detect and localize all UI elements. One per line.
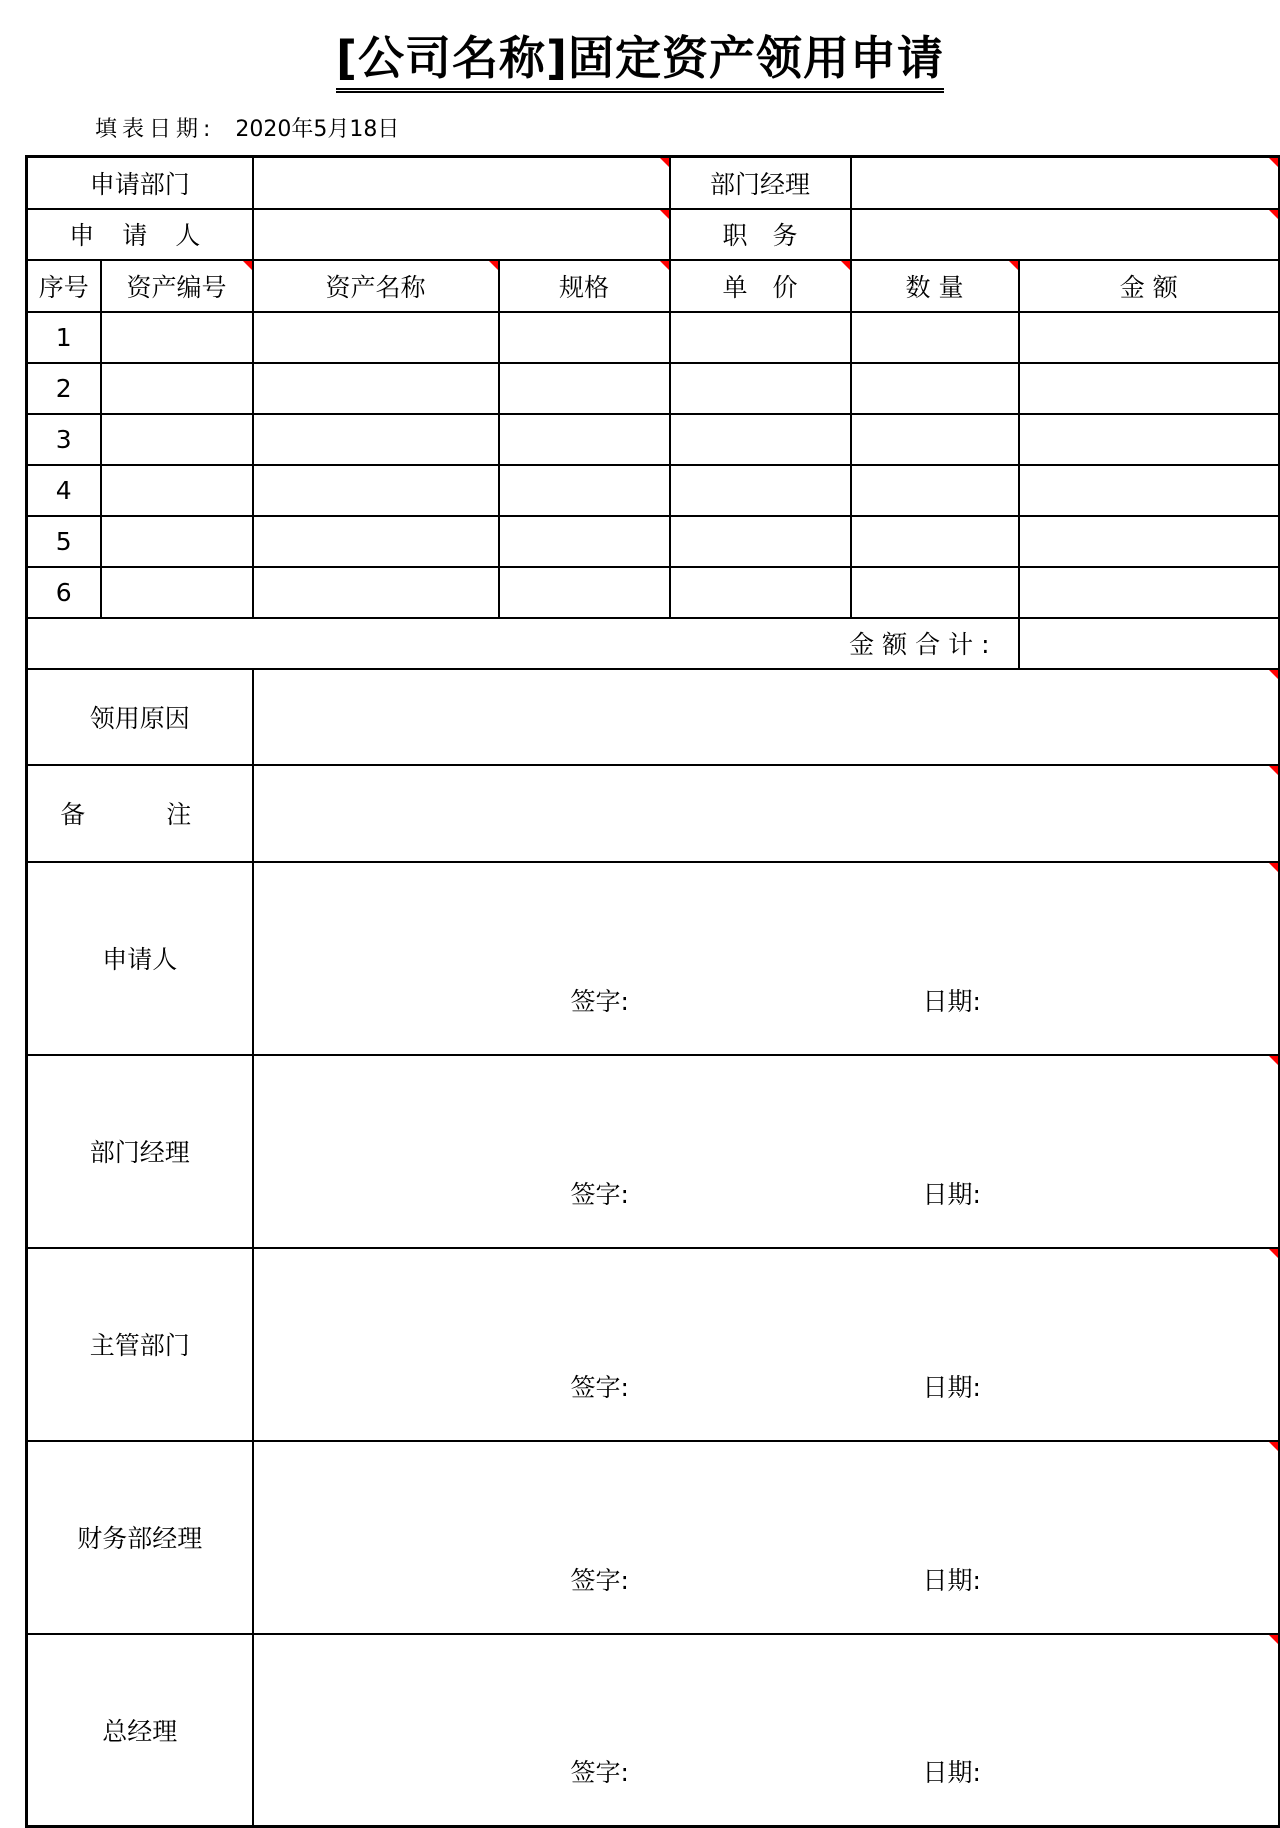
quantity-cell[interactable] [851,465,1019,516]
quantity-cell[interactable] [851,312,1019,363]
position-label: 职 务 [670,209,851,260]
remarks-row [27,765,1280,862]
spec-cell[interactable] [499,567,670,618]
asset-name-cell[interactable] [253,516,499,567]
date-label: 日期: [922,1565,981,1595]
table-row [27,363,1280,414]
asset-code-cell[interactable] [101,465,253,516]
amount-cell[interactable] [1019,414,1280,465]
approval-label: 申请人 [27,862,253,1055]
unit-price-cell[interactable] [670,312,851,363]
total-row [27,618,1280,669]
quantity-cell[interactable] [851,363,1019,414]
asset-name-cell[interactable] [253,312,499,363]
amount-cell[interactable] [1019,567,1280,618]
info-row-applicant [27,209,1280,260]
approval-label: 财务部经理 [27,1441,253,1634]
row-no: 3 [27,414,101,465]
signature-label: 签字: [570,1758,629,1787]
table-row [27,465,1280,516]
quantity-cell[interactable] [851,516,1019,567]
spec-cell[interactable] [499,414,670,465]
quantity-cell[interactable] [851,567,1019,618]
unit-price-cell[interactable] [670,567,851,618]
row-no: 1 [27,312,101,363]
signature-label: 签字: [570,1179,629,1209]
total-amount-field[interactable] [1019,618,1280,669]
date-label: 日期: [922,1758,981,1787]
asset-code-cell[interactable] [101,363,253,414]
approval-sign-area[interactable] [253,862,1280,1055]
amount-cell[interactable] [1019,516,1280,567]
page-title-wrap [0,30,1280,93]
fill-date-value[interactable]: 2020年5月18日 [235,117,400,142]
department-field[interactable] [253,157,670,209]
fill-date-label: 填表日期: [95,117,216,142]
asset-requisition-form [25,155,1280,1828]
signature-label: 签字: [570,1372,629,1402]
row-no: 2 [27,363,101,414]
info-row-department [27,157,1280,209]
approval-label: 总经理 [27,1634,253,1827]
amount-cell[interactable] [1019,465,1280,516]
asset-name-cell[interactable] [253,363,499,414]
reason-row [27,669,1280,765]
asset-name-cell[interactable] [253,414,499,465]
col-header-no: 序号 [27,260,101,312]
asset-code-cell[interactable] [101,516,253,567]
amount-cell[interactable] [1019,312,1280,363]
asset-code-cell[interactable] [101,567,253,618]
date-label: 日期: [922,1179,981,1209]
quantity-cell[interactable] [851,414,1019,465]
approval-sign-area[interactable] [253,1634,1280,1827]
dept-manager-field[interactable] [851,157,1280,209]
approval-label: 部门经理 [27,1055,253,1248]
asset-name-cell[interactable] [253,567,499,618]
col-header-asset-code: 资产编号 [101,260,253,312]
asset-code-cell[interactable] [101,414,253,465]
table-row [27,567,1280,618]
approval-sign-area[interactable] [253,1248,1280,1441]
spec-cell[interactable] [499,312,670,363]
applicant-field[interactable] [253,209,670,260]
page-title: [公司名称]固定资产领用申请 [336,30,944,93]
table-row [27,414,1280,465]
dept-manager-label: 部门经理 [670,157,851,209]
spec-cell[interactable] [499,363,670,414]
row-no: 6 [27,567,101,618]
table-row [27,516,1280,567]
approval-sign-area[interactable] [253,1055,1280,1248]
remarks-label: 备 注 [27,765,253,862]
unit-price-cell[interactable] [670,516,851,567]
row-no: 5 [27,516,101,567]
approval-row-finance-manager [27,1441,1280,1634]
spec-cell[interactable] [499,516,670,567]
col-header-asset-name: 资产名称 [253,260,499,312]
approval-sign-area[interactable] [253,1441,1280,1634]
unit-price-cell[interactable] [670,465,851,516]
unit-price-cell[interactable] [670,414,851,465]
items-header-row [27,260,1280,312]
approval-row-supervisor-dept [27,1248,1280,1441]
position-field[interactable] [851,209,1280,260]
col-header-amount: 金 额 [1019,260,1280,312]
date-label: 日期: [922,986,981,1016]
col-header-quantity: 数 量 [851,260,1019,312]
approval-label: 主管部门 [27,1248,253,1441]
approval-row-applicant [27,862,1280,1055]
remarks-field[interactable] [253,765,1280,862]
reason-field[interactable] [253,669,1280,765]
col-header-spec: 规格 [499,260,670,312]
col-header-unit-price: 单 价 [670,260,851,312]
signature-label: 签字: [570,1565,629,1595]
amount-cell[interactable] [1019,363,1280,414]
date-label: 日期: [922,1372,981,1402]
approval-row-general-manager [27,1634,1280,1827]
total-amount-label: 金额合计: [27,618,1019,669]
unit-price-cell[interactable] [670,363,851,414]
approval-row-dept-manager [27,1055,1280,1248]
reason-label: 领用原因 [27,669,253,765]
signature-label: 签字: [570,986,629,1016]
fill-date-row [95,114,399,146]
asset-name-cell[interactable] [253,465,499,516]
department-label: 申请部门 [27,157,253,209]
spec-cell[interactable] [499,465,670,516]
table-row [27,312,1280,363]
applicant-label: 申 请 人 [27,209,253,260]
asset-code-cell[interactable] [101,312,253,363]
row-no: 4 [27,465,101,516]
